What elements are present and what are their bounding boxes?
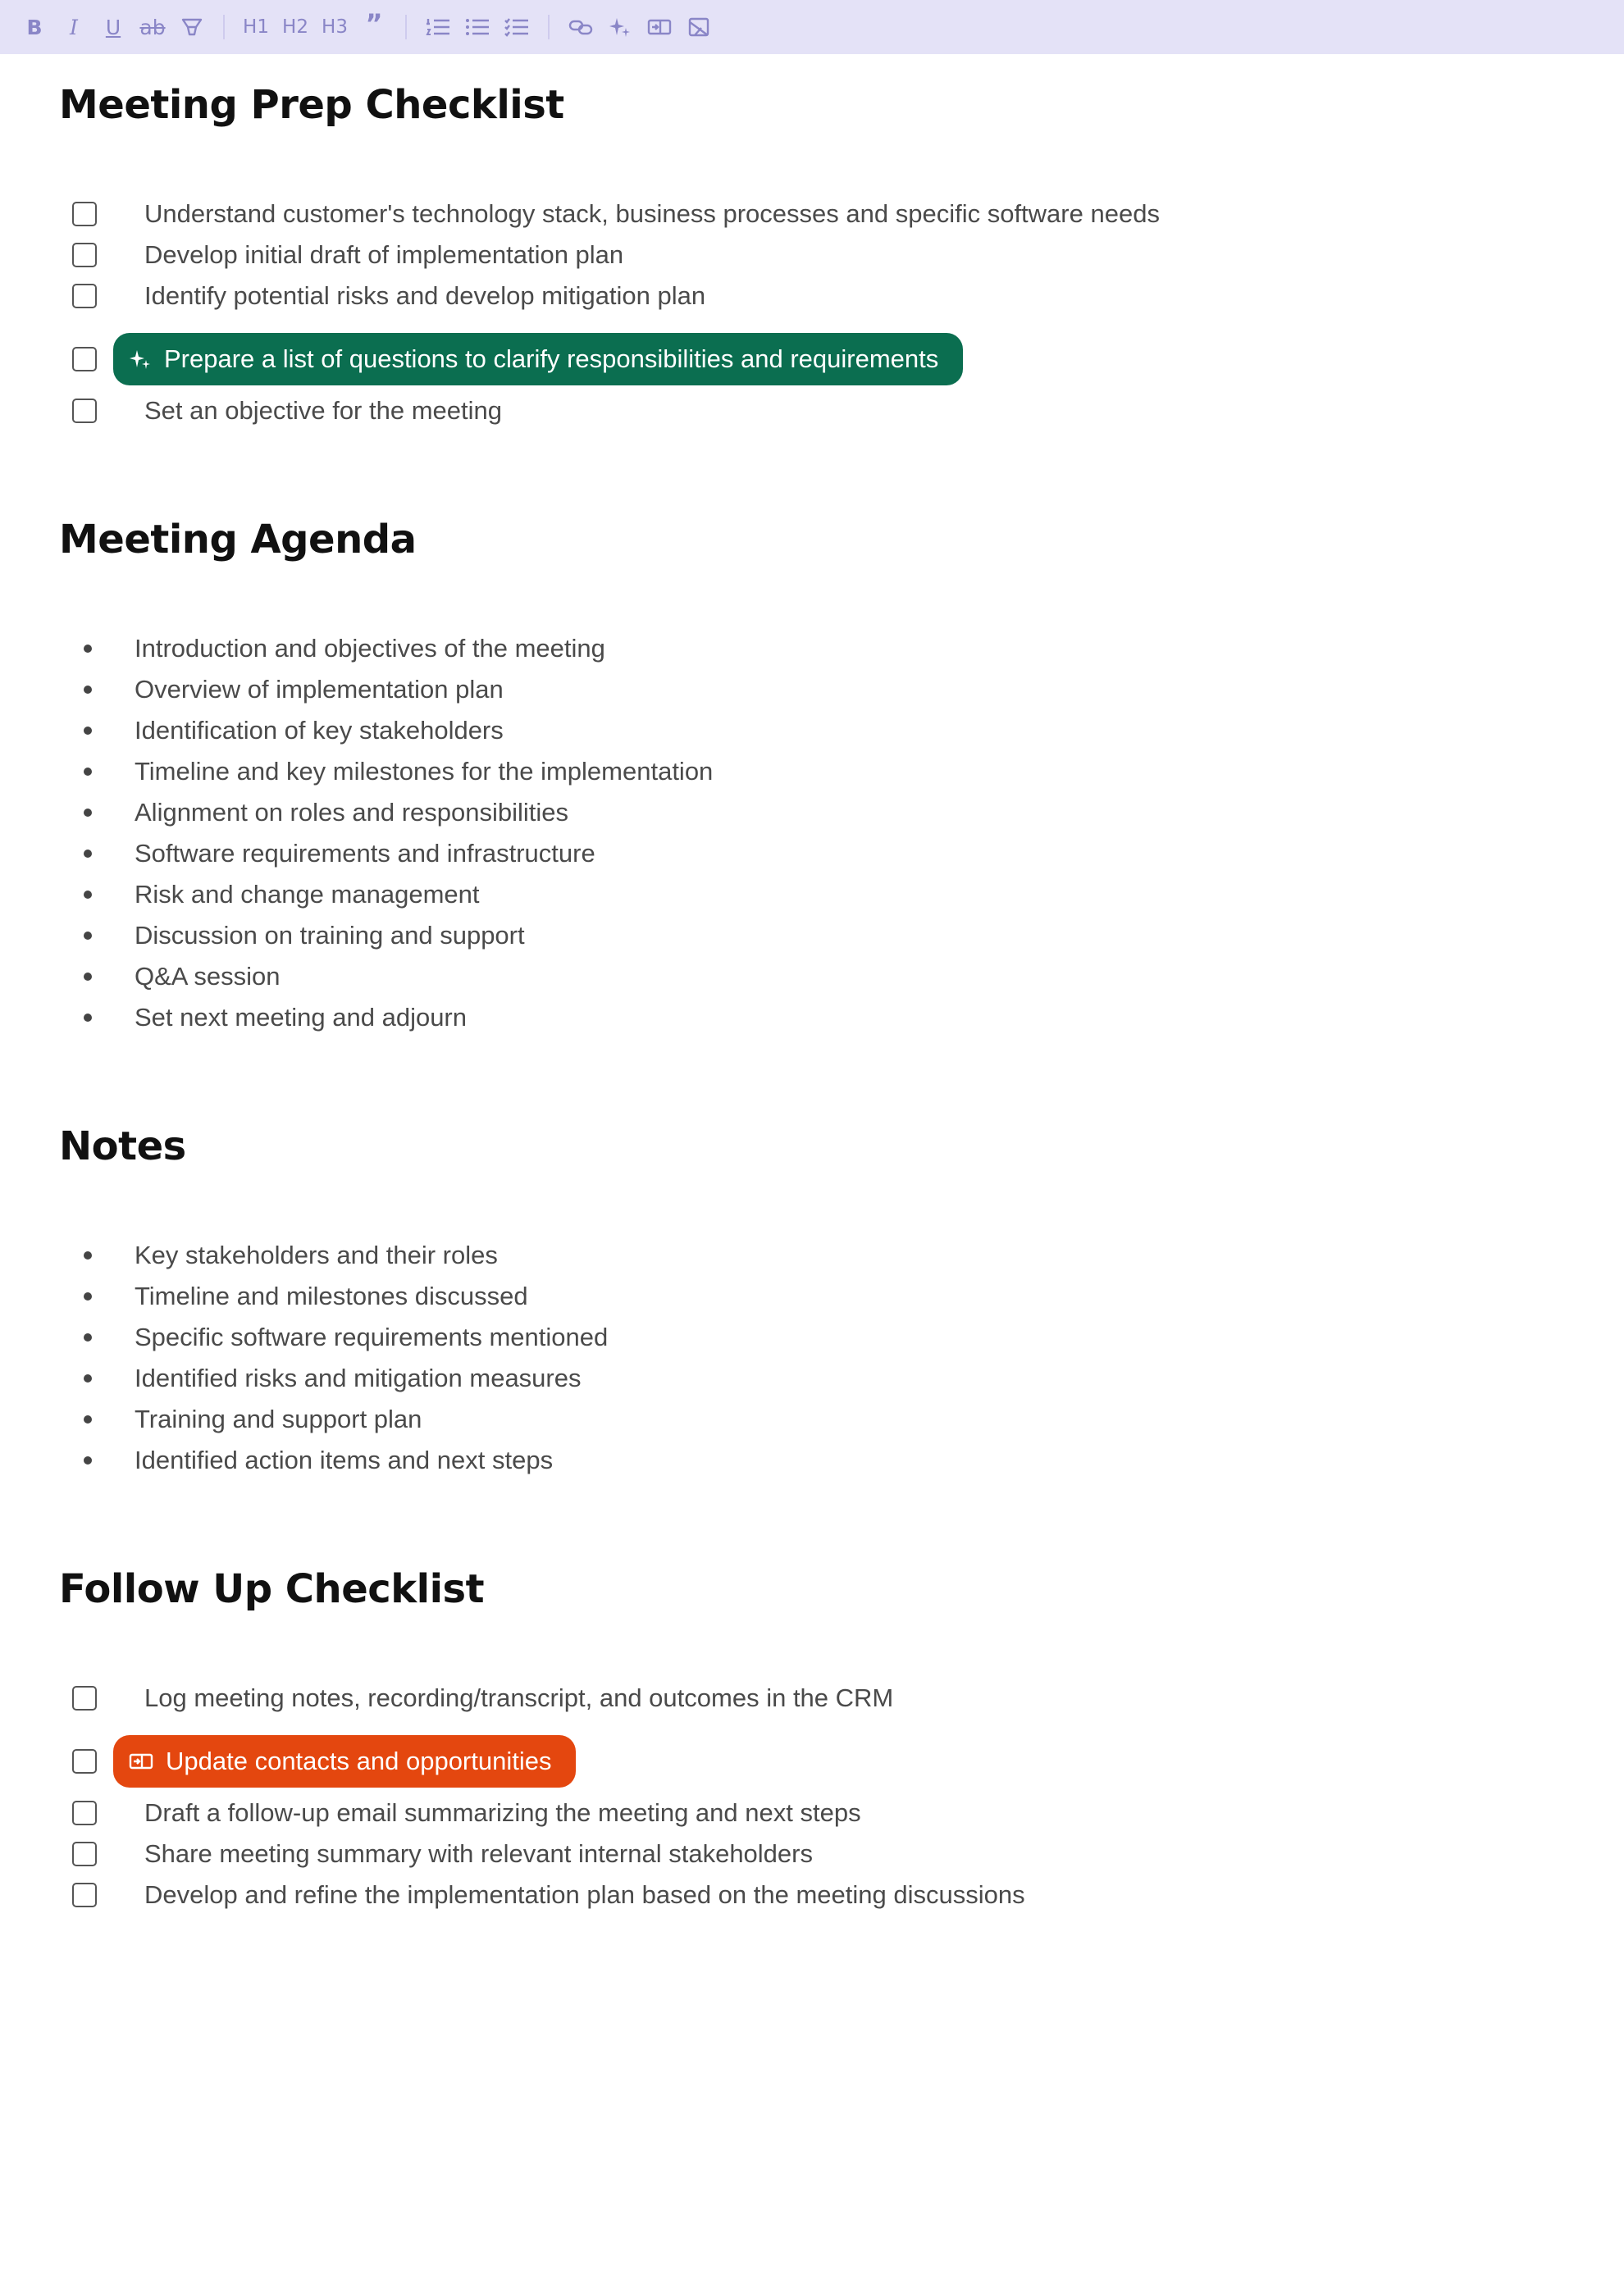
bullet-dot bbox=[84, 1251, 92, 1260]
followup-item-label: Log meeting notes, recording/transcript, and outcomes in the CRM bbox=[144, 1683, 894, 1712]
agenda-item-label: Software requirements and infrastructure bbox=[135, 839, 595, 868]
notes-list-item bbox=[72, 1317, 608, 1358]
agenda-list-item bbox=[72, 997, 467, 1038]
bullet-list-icon bbox=[464, 15, 490, 39]
text-style-group bbox=[18, 11, 215, 43]
ai-suggestion-label: Prepare a list of questions to clarify responsibilities and requirements bbox=[164, 344, 939, 373]
notes-list-item bbox=[72, 1235, 498, 1276]
prep-checklist-item bbox=[72, 390, 502, 431]
agenda-item-label: Timeline and key milestones for the implementation bbox=[135, 757, 714, 786]
notes-item-label: Identified risks and mitigation measures bbox=[135, 1364, 582, 1392]
prep-checklist-item bbox=[72, 330, 963, 388]
bold-button[interactable]: B bbox=[26, 15, 43, 39]
bullet-dot bbox=[84, 1456, 92, 1465]
bullet-dot bbox=[84, 1415, 92, 1424]
followup-section-title: Follow Up Checklist bbox=[59, 1566, 485, 1612]
heading2-button[interactable]: H2 bbox=[282, 16, 308, 38]
heading1-button[interactable]: H1 bbox=[243, 16, 269, 38]
agenda-list-item bbox=[72, 956, 280, 997]
agenda-item-label: Discussion on training and support bbox=[135, 921, 525, 950]
crm-action-pill[interactable] bbox=[113, 1735, 576, 1788]
toolbar-divider bbox=[405, 15, 407, 39]
prep-checklist-item bbox=[72, 276, 705, 317]
followup-item-label: Develop and refine the implementation plan based on the meeting discussions bbox=[144, 1880, 1025, 1909]
ordered-list-button[interactable] bbox=[422, 11, 454, 43]
agenda-item-label: Overview of implementation plan bbox=[135, 675, 504, 704]
notes-list-item bbox=[72, 1358, 581, 1399]
insert-group bbox=[564, 11, 722, 43]
followup-checklist-item bbox=[72, 1875, 1025, 1916]
followup-item-label: Share meeting summary with relevant internal stakeholders bbox=[144, 1839, 813, 1868]
notes-item-label: Identified action items and next steps bbox=[135, 1446, 554, 1474]
notes-list-item bbox=[72, 1276, 528, 1317]
bullet-dot bbox=[84, 1333, 92, 1342]
notes-list-item bbox=[72, 1399, 422, 1440]
bullet-dot bbox=[84, 768, 92, 776]
followup-checklist-item bbox=[72, 1678, 893, 1719]
sparkle-icon bbox=[608, 15, 632, 39]
bullet-dot bbox=[84, 850, 92, 858]
prep-item-checkbox[interactable] bbox=[72, 202, 97, 226]
prep-item-label: Develop initial draft of implementation plan bbox=[144, 240, 624, 269]
followup-item-checkbox[interactable] bbox=[72, 1686, 97, 1711]
prep-section-title: Meeting Prep Checklist bbox=[59, 82, 564, 128]
highlight-button[interactable] bbox=[176, 11, 208, 43]
prep-checklist-item bbox=[72, 194, 1160, 235]
formatting-toolbar bbox=[0, 0, 1624, 54]
bullet-dot bbox=[84, 1292, 92, 1301]
followup-checklist-item bbox=[72, 1834, 813, 1875]
prep-item-label: Set an objective for the meeting bbox=[144, 396, 502, 425]
bullet-dot bbox=[84, 686, 92, 694]
agenda-list-item bbox=[72, 874, 479, 915]
agenda-list-item bbox=[72, 628, 605, 669]
bullet-dot bbox=[84, 645, 92, 653]
ai-assist-button[interactable] bbox=[604, 11, 636, 43]
prep-item-checkbox[interactable] bbox=[72, 399, 97, 423]
bullet-list-button[interactable] bbox=[461, 11, 494, 43]
notes-item-label: Training and support plan bbox=[135, 1405, 422, 1433]
agenda-item-label: Introduction and objectives of the meeting bbox=[135, 634, 605, 663]
link-icon bbox=[568, 15, 594, 39]
agenda-item-label: Alignment on roles and responsibilities bbox=[135, 798, 569, 827]
checklist-icon bbox=[504, 15, 530, 39]
bullet-dot bbox=[84, 973, 92, 981]
agenda-list-item bbox=[72, 833, 595, 874]
followup-item-checkbox[interactable] bbox=[72, 1883, 97, 1907]
underline-button[interactable]: U bbox=[105, 15, 121, 39]
followup-checklist-item bbox=[72, 1733, 576, 1790]
prep-item-checkbox[interactable] bbox=[72, 347, 97, 371]
image-button[interactable] bbox=[682, 11, 715, 43]
agenda-list-item bbox=[72, 751, 713, 792]
toolbar-divider bbox=[223, 15, 225, 39]
strikethrough-button[interactable]: ab bbox=[139, 15, 166, 39]
agenda-section-title: Meeting Agenda bbox=[59, 517, 417, 563]
followup-item-checkbox[interactable] bbox=[72, 1842, 97, 1866]
agenda-item-label: Risk and change management bbox=[135, 880, 480, 909]
toolbar-divider bbox=[548, 15, 550, 39]
notes-section-title: Notes bbox=[59, 1123, 186, 1169]
followup-item-label: Draft a follow-up email summarizing the meeting and next steps bbox=[144, 1798, 861, 1827]
checklist-button[interactable] bbox=[500, 11, 533, 43]
agenda-item-label: Q&A session bbox=[135, 962, 281, 991]
bullet-dot bbox=[84, 809, 92, 817]
bullet-dot bbox=[84, 932, 92, 940]
followup-checklist-item bbox=[72, 1793, 861, 1834]
highlighter-icon bbox=[180, 15, 204, 39]
prep-item-checkbox[interactable] bbox=[72, 284, 97, 308]
bullet-dot bbox=[84, 1014, 92, 1022]
crm-card-icon bbox=[646, 15, 673, 39]
agenda-list-item bbox=[72, 669, 504, 710]
followup-item-checkbox[interactable] bbox=[72, 1749, 97, 1774]
agenda-item-label: Identification of key stakeholders bbox=[135, 716, 504, 745]
followup-item-checkbox[interactable] bbox=[72, 1801, 97, 1825]
italic-button[interactable]: I bbox=[70, 15, 78, 39]
ai-suggestion-pill[interactable] bbox=[113, 333, 963, 385]
image-icon bbox=[687, 15, 711, 39]
crm-action-label: Update contacts and opportunities bbox=[166, 1747, 552, 1775]
prep-item-label: Understand customer's technology stack, business processes and specific software needs bbox=[144, 199, 1160, 228]
notes-list-item bbox=[72, 1440, 553, 1481]
list-group bbox=[422, 11, 540, 43]
sparkle-icon bbox=[128, 347, 153, 371]
agenda-list-item bbox=[72, 710, 504, 751]
agenda-list-item bbox=[72, 792, 568, 833]
prep-item-checkbox[interactable] bbox=[72, 243, 97, 267]
crm-card-icon bbox=[128, 1749, 154, 1774]
link-button[interactable] bbox=[564, 11, 597, 43]
prep-item-label: Identify potential risks and develop mitigation plan bbox=[144, 281, 706, 310]
heading3-button[interactable]: H3 bbox=[322, 16, 348, 38]
notes-item-label: Key stakeholders and their roles bbox=[135, 1241, 498, 1269]
agenda-list-item bbox=[72, 915, 525, 956]
ordered-list-icon bbox=[425, 15, 451, 39]
notes-item-label: Specific software requirements mentioned bbox=[135, 1323, 609, 1351]
prep-checklist-item bbox=[72, 235, 623, 276]
bullet-dot bbox=[84, 891, 92, 899]
crm-insert-button[interactable] bbox=[643, 11, 676, 43]
quote-button[interactable]: ” bbox=[365, 8, 383, 39]
notes-item-label: Timeline and milestones discussed bbox=[135, 1282, 528, 1310]
bullet-dot bbox=[84, 727, 92, 735]
heading-group bbox=[239, 8, 397, 43]
agenda-item-label: Set next meeting and adjourn bbox=[135, 1003, 467, 1032]
bullet-dot bbox=[84, 1374, 92, 1383]
